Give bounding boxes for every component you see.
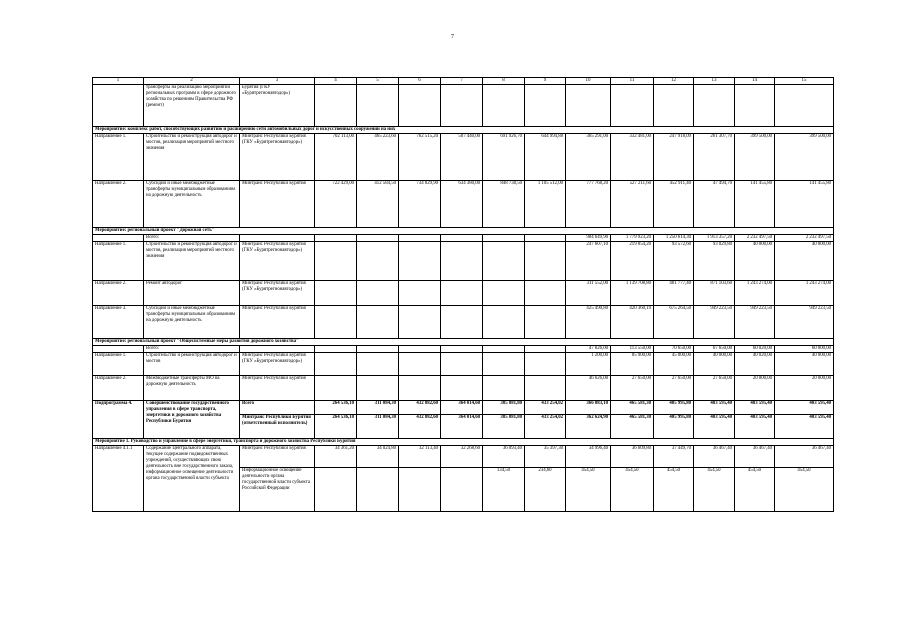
value-cell (357, 281, 399, 306)
value-cell: 403 595,40 (694, 401, 735, 415)
row-title-cell: трансферты на реализацию мероприятий региональных программ в сфере дорожного хозяйства по решениям Правительства РФ (ремонт) (144, 85, 240, 127)
responsible-cell (240, 346, 315, 353)
column-header: 15 (775, 78, 834, 85)
value-cell: 454,50 (566, 468, 611, 512)
value-cell (441, 346, 483, 353)
section-row (93, 339, 834, 346)
row-number-cell: Направление 1. (93, 134, 144, 181)
value-cell: 93 572,60 (654, 242, 694, 281)
value-cell (315, 235, 357, 242)
row-title-cell: Всего: (144, 346, 240, 353)
table-row (93, 85, 834, 127)
value-cell: 848 738,50 (483, 181, 525, 228)
value-cell: 691 926,70 (483, 134, 525, 181)
value-cell: 644 994,88 (525, 134, 566, 181)
value-cell: 454,50 (611, 468, 654, 512)
table-row (93, 376, 834, 401)
value-cell: 366 083,10 (566, 401, 611, 415)
table-row (93, 353, 834, 376)
value-cell (315, 353, 357, 376)
section-row (93, 439, 834, 446)
section-title: Мероприятие: комплекс работ, способствующих развитию и расширению сети автомобильных дорог и искусственных сооружений на них (93, 127, 834, 134)
value-cell: 871 103,60 (694, 281, 735, 306)
row-number-cell: Направление 2. (93, 181, 144, 228)
row-number-cell: Направление 2. (93, 376, 144, 401)
value-cell: 399 500,00 (775, 134, 834, 181)
value-cell: 332 481,00 (611, 134, 654, 181)
value-cell: 412 584,50 (357, 181, 399, 228)
value-cell (399, 353, 441, 376)
responsible-cell: Минтранс Республики Бурятия (ГКУ «Бурятрегионавтодор») (240, 134, 315, 181)
value-cell: 365 291,00 (566, 134, 611, 181)
value-cell: 403 595,40 (735, 415, 775, 439)
value-cell: 527 211,60 (611, 181, 654, 228)
value-cell (525, 346, 566, 353)
value-cell: 454,50 (735, 468, 775, 512)
table-row (93, 281, 834, 306)
value-cell: 27 650,00 (654, 376, 694, 401)
value-cell (483, 281, 525, 306)
value-cell (357, 346, 399, 353)
section-title: Мероприятие: региональный проект "Общесистемные меры развития дорожного хозяйства" (93, 339, 834, 346)
value-cell: 134,50 (483, 468, 525, 512)
value-cell: 67 650,00 (694, 346, 735, 353)
row-number-cell: Подпрограмма 4. (93, 401, 144, 439)
responsible-cell: Минтранс Республики Бурятия (240, 446, 315, 468)
value-cell: 432 882,60 (399, 415, 441, 439)
value-cell (357, 235, 399, 242)
value-cell (315, 281, 357, 306)
value-cell (441, 242, 483, 281)
column-header: 10 (566, 78, 611, 85)
value-cell (315, 85, 357, 127)
value-cell: 362 624,90 (566, 415, 611, 439)
value-cell: 734 829,90 (399, 181, 441, 228)
value-cell (525, 235, 566, 242)
value-cell: 311 084,30 (357, 415, 399, 439)
value-cell (357, 468, 399, 512)
table-row (93, 181, 834, 228)
value-cell: 141 455,80 (775, 181, 834, 228)
value-cell (399, 376, 441, 401)
row-title-cell: Строительство и реконструкция автодорог и мостов (144, 353, 240, 376)
value-cell: 949 223,50 (694, 306, 735, 339)
value-cell: 32 113,40 (399, 446, 441, 468)
value-cell: 984 649,90 (566, 235, 611, 242)
value-cell (525, 376, 566, 401)
row-title-cell: Строительство и реконструкция автодорог и мостов, реализация мероприятий местного значения (144, 242, 240, 281)
column-header: 9 (525, 78, 566, 85)
value-cell (357, 376, 399, 401)
value-cell: 40 000,00 (775, 242, 834, 281)
value-cell: 311 084,30 (357, 401, 399, 415)
value-cell: 425 490,80 (566, 306, 611, 339)
responsible-cell: Минтранс Республики Бурятия (ГКУ «Бурятрегионавтодор») (240, 281, 315, 306)
value-cell: 777 768,20 (566, 181, 611, 228)
value-cell: 454,50 (654, 468, 694, 512)
value-cell: 247 918,09 (654, 134, 694, 181)
row-number-cell: Направление 1. (93, 353, 144, 376)
value-cell: 40 000,00 (775, 353, 834, 376)
row-number-cell: Направление 1. (93, 242, 144, 281)
value-cell (441, 376, 483, 401)
value-cell: 452 911,40 (654, 181, 694, 228)
responsible-cell: Минтранс Республики Бурятия (240, 181, 315, 228)
value-cell (399, 281, 441, 306)
value-cell: 634 380,00 (441, 181, 483, 228)
value-cell (315, 346, 357, 353)
value-cell: 420 360,19 (611, 306, 654, 339)
column-header: 8 (483, 78, 525, 85)
value-cell: 36 093,40 (483, 446, 525, 468)
table-row (93, 401, 834, 415)
column-header: 4 (315, 78, 357, 85)
column-header: 13 (694, 78, 735, 85)
column-header: 2 (144, 78, 240, 85)
row-number-cell: Направление 4.1.1 (93, 446, 144, 512)
column-header: 14 (735, 78, 775, 85)
value-cell: 385 881,80 (483, 401, 525, 415)
value-cell: 433 254,02 (525, 415, 566, 439)
value-cell (441, 468, 483, 512)
value-cell: 60 020,00 (735, 346, 775, 353)
table-row (93, 242, 834, 281)
program-table (92, 77, 834, 512)
row-title-cell: Всего: (144, 235, 240, 242)
value-cell: 432 882,60 (399, 401, 441, 415)
value-cell: 1 913 357,20 (694, 235, 735, 242)
column-header: 3 (240, 78, 315, 85)
value-cell (483, 376, 525, 401)
value-cell: 1 779 923,20 (611, 235, 654, 242)
section-row (93, 127, 834, 134)
row-title-cell: Содержание Центрального аппарата, текущее содержание подведомственных учреждений, осуществляющих свою деятельность вне государственного заказа, информационное освещение деятельности органа государственной власти субъекта (144, 446, 240, 512)
value-cell: 234,60 (525, 468, 566, 512)
value-cell: 34 024,80 (357, 446, 399, 468)
value-cell: 481 777,40 (654, 281, 694, 306)
value-cell (483, 85, 525, 127)
value-cell: 40 020,00 (735, 353, 775, 376)
value-cell (399, 346, 441, 353)
value-cell: 34 361,20 (315, 446, 357, 468)
value-cell: 1 105 512,00 (525, 181, 566, 228)
value-cell (357, 353, 399, 376)
value-cell: 40 000,00 (694, 353, 735, 376)
value-cell (483, 306, 525, 339)
value-cell: 35 397,30 (525, 446, 566, 468)
value-cell: 454,50 (775, 468, 834, 512)
value-cell: 1 243 274,00 (775, 281, 834, 306)
column-header: 6 (399, 78, 441, 85)
value-cell: 465 581,30 (611, 415, 654, 439)
value-cell (441, 281, 483, 306)
value-cell: 40 000,00 (735, 242, 775, 281)
value-cell: 364 014,60 (441, 401, 483, 415)
value-cell: 20 000,00 (775, 376, 834, 401)
value-cell (315, 242, 357, 281)
header-row (93, 78, 834, 85)
value-cell: 264 536,10 (315, 415, 357, 439)
responsible-cell: Всего (240, 401, 315, 415)
value-cell: 36 467,40 (735, 446, 775, 468)
value-cell: 20 000,00 (735, 376, 775, 401)
value-cell (399, 468, 441, 512)
value-cell: 1 139 708,80 (611, 281, 654, 306)
value-cell: 385 881,80 (483, 415, 525, 439)
value-cell (566, 85, 611, 127)
value-cell: 27 650,00 (611, 376, 654, 401)
row-number-cell (93, 235, 144, 242)
page-number: 7 (451, 34, 454, 40)
table-row (93, 134, 834, 181)
value-cell: 949 223,50 (775, 306, 834, 339)
value-cell (525, 85, 566, 127)
value-cell: 364 014,60 (441, 415, 483, 439)
value-cell: 722 429,00 (315, 181, 357, 228)
responsible-cell: Минтранс Республики Бурятия (240, 306, 315, 339)
value-cell: 403 595,40 (735, 401, 775, 415)
value-cell (525, 353, 566, 376)
value-cell: 403 595,40 (775, 401, 834, 415)
value-cell: 36 467,40 (775, 446, 834, 468)
value-cell: 465 223,60 (357, 134, 399, 181)
responsible-cell: Минтранс Республики Бурятия (240, 376, 315, 401)
value-cell (315, 306, 357, 339)
section-title: Мероприятие 1. Руководство и управление в сфере энергетики, транспорта и дорожного хозяйства Республики Бурятия (93, 439, 834, 446)
responsible-cell: Минтранс Республики Бурятия (ГКУ «Бурятрегионавтодор») (240, 353, 315, 376)
value-cell: 433 254,02 (525, 401, 566, 415)
row-number-cell: Направление 2. (93, 281, 144, 306)
value-cell (315, 468, 357, 512)
value-cell (399, 306, 441, 339)
table-row (93, 346, 834, 353)
value-cell (357, 85, 399, 127)
value-cell: 403 595,40 (775, 415, 834, 439)
value-cell: 113 550,00 (611, 346, 654, 353)
responsible-cell: Информационное освещение деятельности органа государственной власти субъекта Российской Федерации (240, 468, 315, 512)
row-title-cell: Ремонт автодорог (144, 281, 240, 306)
value-cell: 261 307,70 (694, 134, 735, 181)
value-cell: 36 467,40 (694, 446, 735, 468)
value-cell: 405 995,80 (654, 401, 694, 415)
value-cell (357, 306, 399, 339)
column-header: 1 (93, 78, 144, 85)
row-title-cell: Субсидии и иные межбюджетные трансферты муниципальным образованиям на дорожную деятельность (144, 306, 240, 339)
value-cell: 141 455,80 (735, 181, 775, 228)
column-header: 5 (357, 78, 399, 85)
value-cell: 264 536,10 (315, 401, 357, 415)
value-cell: 403 595,40 (694, 415, 735, 439)
responsible-cell: Минтранс Республики Бурятия (ГКУ «Бурятрегионавтодор») (240, 242, 315, 281)
value-cell: 311 552,00 (566, 281, 611, 306)
value-cell: 27 650,00 (694, 376, 735, 401)
value-cell: 1 200,00 (566, 353, 611, 376)
value-cell: 1 243 274,00 (735, 281, 775, 306)
value-cell: 37 449,70 (654, 446, 694, 468)
value-cell: 405 995,80 (654, 415, 694, 439)
value-cell (525, 281, 566, 306)
row-number-cell (93, 85, 144, 127)
section-row (93, 228, 834, 235)
value-cell: 36 609,80 (611, 446, 654, 468)
value-cell: 247 607,10 (566, 242, 611, 281)
value-cell: 454,50 (694, 468, 735, 512)
value-cell (525, 306, 566, 339)
value-cell (483, 353, 525, 376)
value-cell (483, 346, 525, 353)
value-cell: 70 650,00 (654, 346, 694, 353)
row-title-cell: Строительство и реконструкция автодорог и мостов, реализация мероприятий местного значения (144, 134, 240, 181)
value-cell: 93 029,80 (694, 242, 735, 281)
responsible-cell: Минтранс Республики Бурятия (ответственный исполнитель) (240, 415, 315, 439)
value-cell (441, 353, 483, 376)
value-cell (694, 85, 735, 127)
value-cell: 507 440,00 (441, 134, 483, 181)
value-cell: 949 223,50 (735, 306, 775, 339)
row-title-cell: Субсидии и иные межбюджетные трансферты муниципальным образованиям на дорожную деятельность (144, 181, 240, 228)
value-cell: 34 996,40 (566, 446, 611, 468)
column-header: 11 (611, 78, 654, 85)
value-cell (399, 242, 441, 281)
value-cell: 1 250 614,30 (654, 235, 694, 242)
value-cell: 32 268,60 (441, 446, 483, 468)
value-cell (483, 235, 525, 242)
value-cell: 47 494,70 (694, 181, 735, 228)
value-cell: 219 854,20 (611, 242, 654, 281)
value-cell (483, 242, 525, 281)
value-cell (611, 85, 654, 127)
value-cell: 2 232 497,50 (735, 235, 775, 242)
value-cell (357, 242, 399, 281)
value-cell: 399 500,00 (735, 134, 775, 181)
value-cell: 45 000,00 (654, 353, 694, 376)
column-header: 7 (441, 78, 483, 85)
row-number-cell (93, 346, 144, 353)
value-cell (525, 242, 566, 281)
table-row (93, 306, 834, 339)
row-title-cell: Межбюджетные трансферты МО на дорожную деятельность (144, 376, 240, 401)
responsible-cell (240, 235, 315, 242)
row-number-cell: Направление 3. (93, 306, 144, 339)
value-cell (735, 85, 775, 127)
value-cell (399, 85, 441, 127)
value-cell: 46 626,00 (566, 376, 611, 401)
row-title-cell: Совершенствование государственного управления в сфере транспорта, энергетики и дорожного хозяйства Республики Бурятия (144, 401, 240, 439)
value-cell: 465 581,30 (611, 401, 654, 415)
section-title: Мероприятие: региональный проект "Дорожная сеть" (93, 228, 834, 235)
value-cell (441, 235, 483, 242)
value-cell (399, 235, 441, 242)
value-cell: 675 264,50 (654, 306, 694, 339)
table-row (93, 446, 834, 468)
value-cell (315, 376, 357, 401)
responsible-cell: Бурятия (ГКУ «Бурятрегионавтодор») (240, 85, 315, 127)
table-row (93, 235, 834, 242)
value-cell: 762 515,20 (399, 134, 441, 181)
column-header: 12 (654, 78, 694, 85)
value-cell (441, 85, 483, 127)
value-cell: 2 232 497,50 (775, 235, 834, 242)
value-cell: 60 000,00 (775, 346, 834, 353)
value-cell: 702 113,00 (315, 134, 357, 181)
value-cell (775, 85, 834, 127)
value-cell (654, 85, 694, 127)
value-cell (441, 306, 483, 339)
value-cell: 85 900,00 (611, 353, 654, 376)
value-cell: 47 826,00 (566, 346, 611, 353)
